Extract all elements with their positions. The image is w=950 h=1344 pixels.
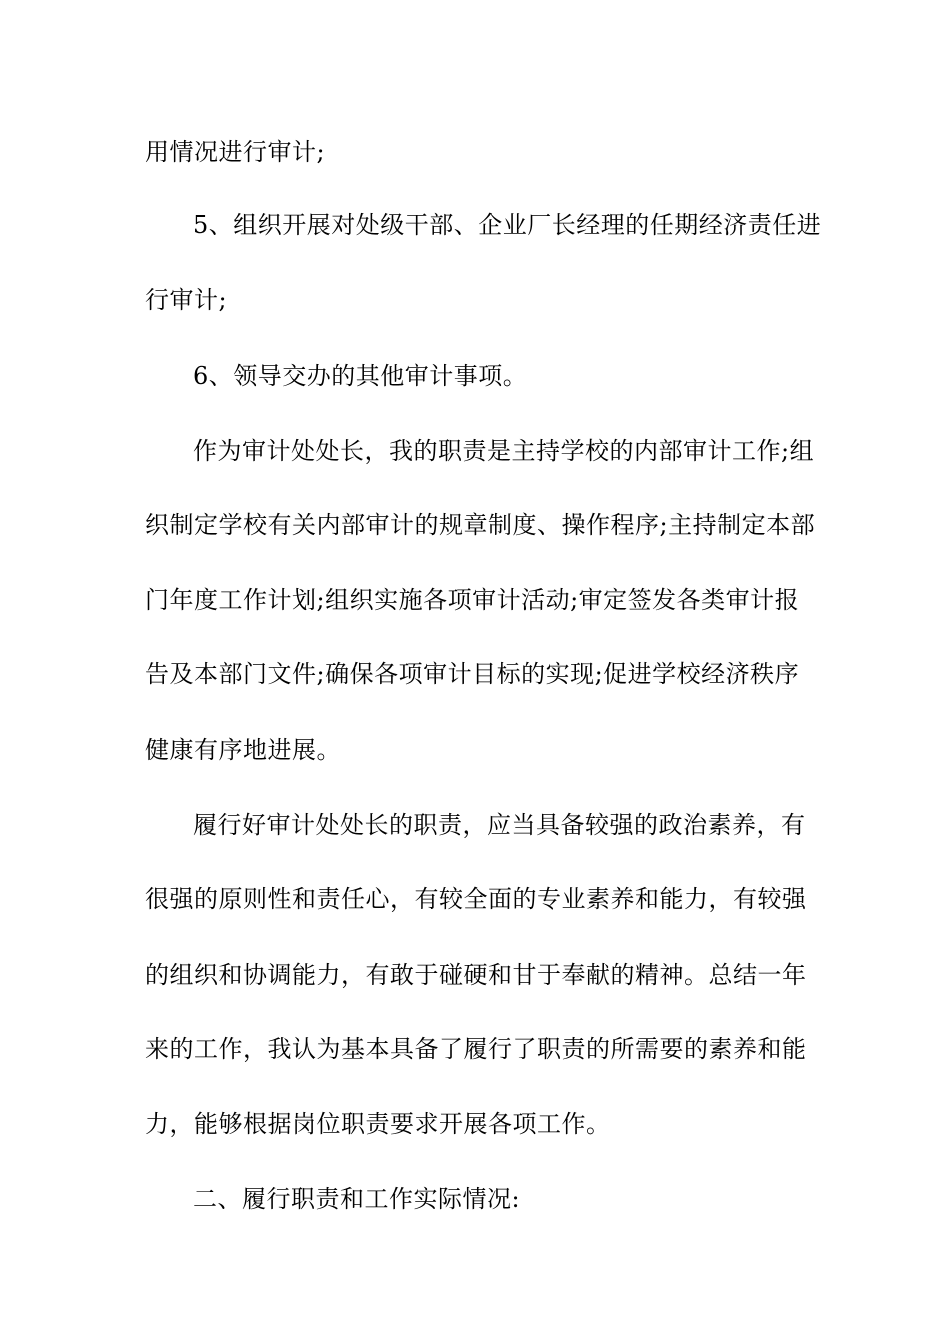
text-line: 很强的原则性和责任心，有较全面的专业素养和能力，有较强 <box>145 885 807 913</box>
text-line: 6、领导交办的其他审计事项。 <box>193 362 528 390</box>
text-line: 来的工作，我认为基本具备了履行了职责的所需要的素养和能 <box>145 1035 807 1063</box>
text-line: 用情况进行审计; <box>145 138 326 166</box>
text-line: 健康有序地进展。 <box>145 736 341 764</box>
text-line: 织制定学校有关内部审计的规章制度、操作程序;主持制定本部 <box>145 511 816 539</box>
text-line: 作为审计处处长，我的职责是主持学校的内部审计工作;组 <box>193 437 815 465</box>
text-line: 行审计; <box>145 286 228 314</box>
text-line: 的组织和协调能力，有敢于碰硬和甘于奉献的精神。总结一年 <box>145 961 807 989</box>
text-line: 5、组织开展对处级干部、企业厂长经理的任期经济责任进 <box>193 211 822 239</box>
text-line: 告及本部门文件;确保各项审计目标的实现;促进学校经济秩序 <box>145 660 800 688</box>
text-line: 门年度工作计划;组织实施各项审计活动;审定签发各类审计报 <box>145 586 800 614</box>
text-line: 履行好审计处处长的职责，应当具备较强的政治素养，有 <box>193 811 806 839</box>
text-line: 二、履行职责和工作实际情况: <box>193 1185 521 1213</box>
text-line: 力，能够根据岗位职责要求开展各项工作。 <box>145 1110 611 1138</box>
